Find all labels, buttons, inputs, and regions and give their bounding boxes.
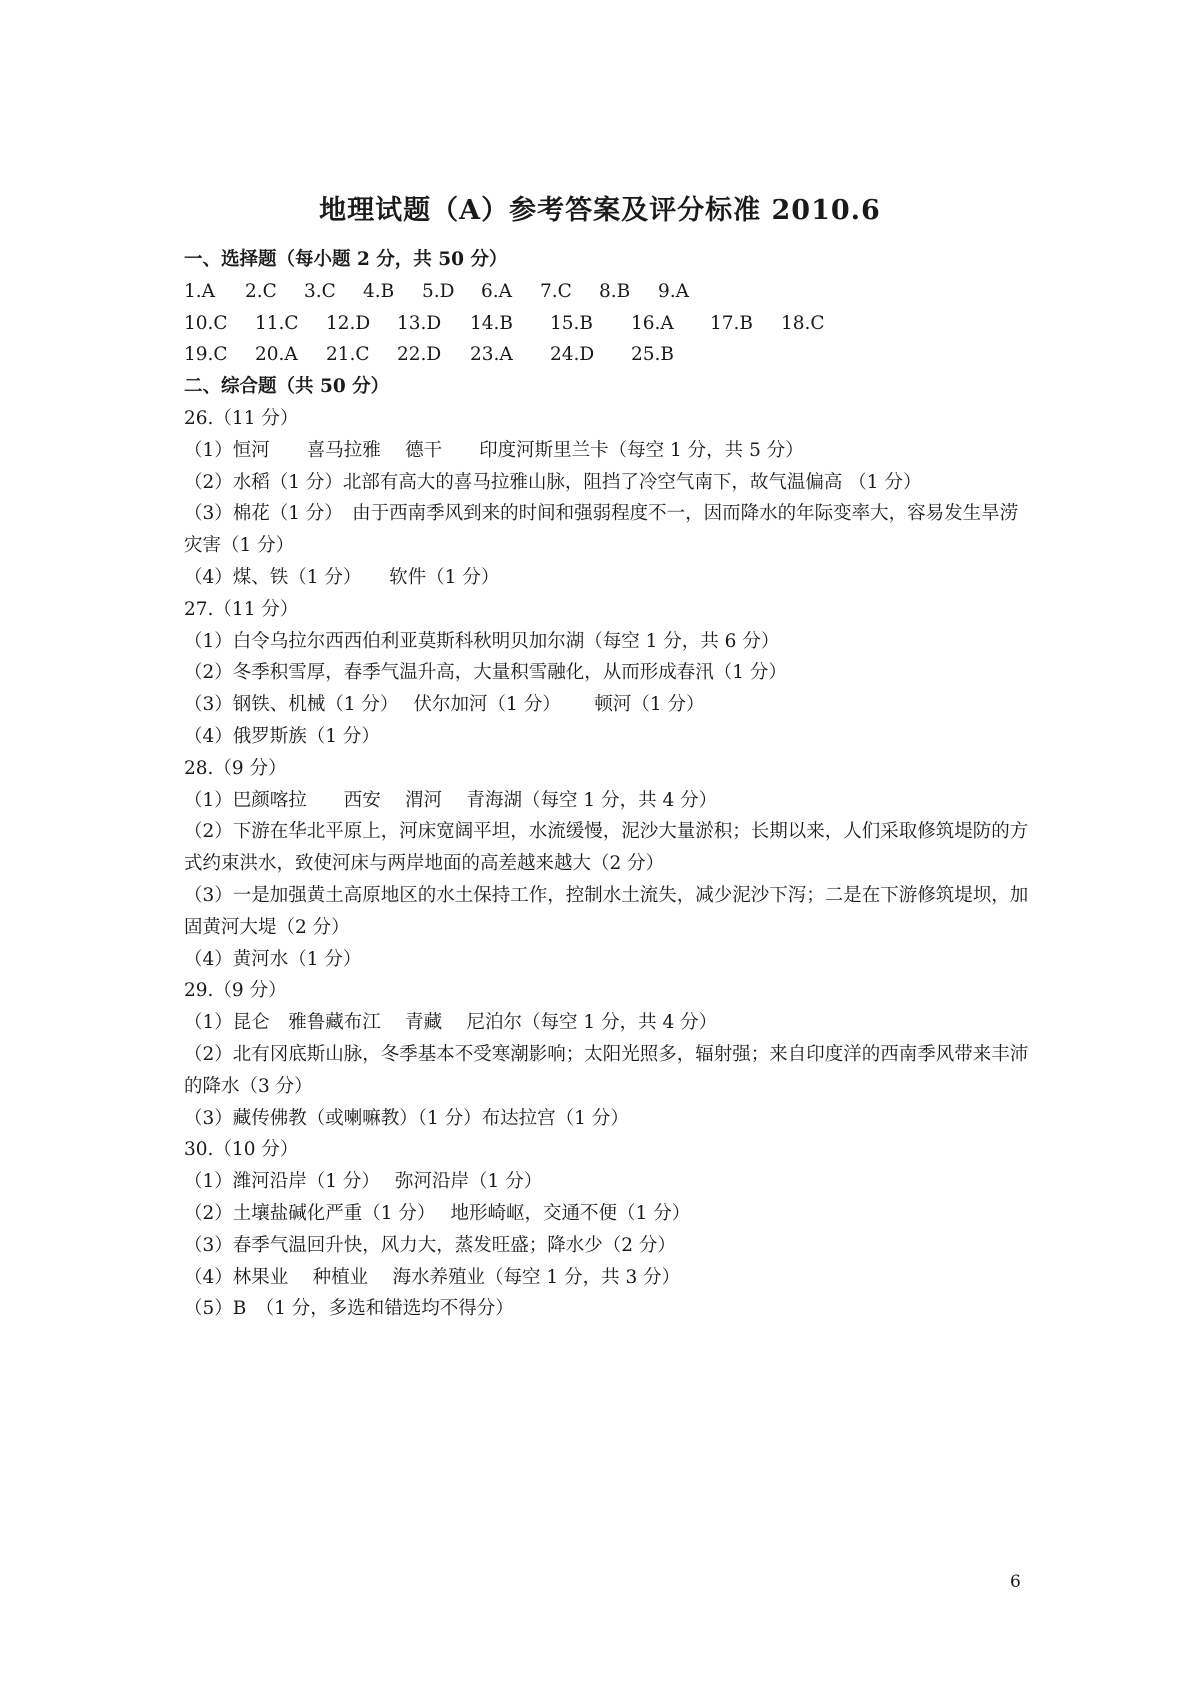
choice-answer: 24.D [550,344,595,366]
section-heading-choice: 一、选择题（每小题 2 分，共 50 分） [184,249,508,270]
answer-29-3: （3）藏传佛教（或喇嘛教）（1 分）布达拉宫（1 分） [184,1107,629,1129]
answer-26-2: （2）水稻（1 分）北部有高大的喜马拉雅山脉，阻挡了冷空气南下，故气温偏高 （1 分） [184,471,922,493]
question-27-heading: 27.（11 分） [184,598,299,620]
answer-28-4: （4）黄河水（1 分） [184,948,362,970]
page-title: 地理试题（A）参考答案及评分标准 2010.6 [319,195,881,226]
choice-answer: 11.C [255,312,299,334]
choice-answer: 19.C [184,344,228,366]
answer-30-5: （5）B （1 分，多选和错选均不得分） [184,1298,514,1320]
choice-answer: 5.D [422,280,455,302]
choice-answer: 17.B [710,312,754,334]
choice-answer: 7.C [540,280,572,302]
choice-answers-row-2 [184,308,1034,340]
choice-answers-row-1 [184,276,1034,308]
answer-26-3: （3）棉花（1 分） 由于西南季风到来的时间和强弱程度不一，因而降水的年际变率大，容易发生旱涝灾害（1 分） [184,503,1019,557]
answer-29-1: （1）昆仑 雅鲁藏布江 青藏 尼泊尔（每空 1 分，共 4 分） [184,1012,718,1034]
question-28-heading: 28.（9 分） [184,757,287,779]
answer-27-3: （3）钢铁、机械（1 分） 伏尔加河（1 分） 顿河（1 分） [184,694,705,716]
choice-answer: 6.A [481,280,513,302]
choice-answer: 12.D [326,312,371,334]
answer-content [184,244,1034,1325]
choice-answer: 13.D [397,312,442,334]
answer-30-3: （3）春季气温回升快，风力大，蒸发旺盛；降水少（2 分） [184,1234,676,1256]
answer-27-4: （4）俄罗斯族（1 分） [184,725,380,747]
choice-answer: 4.B [363,280,395,302]
choice-answer: 22.D [397,344,442,366]
choice-answer: 18.C [781,312,825,334]
choice-answer: 2.C [245,280,277,302]
answer-26-4: （4）煤、铁（1 分） 软件（1 分） [184,566,500,588]
question-26-heading: 26.（11 分） [184,407,299,429]
answer-30-1: （1）潍河沿岸（1 分） 弥河沿岸（1 分） [184,1171,543,1193]
answer-29-2: （2）北有冈底斯山脉，冬季基本不受寒潮影响；太阳光照多，辐射强；来自印度洋的西南季风带来丰沛的降水（3 分） [184,1043,1029,1097]
choice-answer: 10.C [184,312,228,334]
answer-30-4: （4）林果业 种植业 海水养殖业（每空 1 分，共 3 分） [184,1266,681,1288]
choice-answer: 20.A [255,344,298,366]
answer-26-1: （1）恒河 喜马拉雅 德干 印度河斯里兰卡（每空 1 分，共 5 分） [184,439,804,461]
answer-30-2: （2）土壤盐碱化严重（1 分） 地形崎岖，交通不便（1 分） [184,1202,691,1224]
choice-answer: 23.A [470,344,513,366]
section-heading-comprehensive: 二、综合题（共 50 分） [184,376,390,398]
question-29-heading: 29.（9 分） [184,980,287,1002]
page-number: 6 [1010,1572,1021,1592]
question-30-heading: 30.（10 分） [184,1139,299,1161]
answer-27-2: （2）冬季积雪厚，春季气温升高，大量积雪融化，从而形成春汛（1 分） [184,662,787,684]
choice-answer: 14.B [470,312,514,334]
choice-answer: 25.B [631,344,675,366]
choice-answer: 3.C [304,280,336,302]
choice-answer: 16.A [631,312,674,334]
choice-answers-row-3 [184,339,1034,371]
answer-28-1: （1）巴颜喀拉 西安 渭河 青海湖（每空 1 分，共 4 分） [184,789,718,811]
answer-27-1: （1）白令乌拉尔西西伯利亚莫斯科秋明贝加尔湖（每空 1 分，共 6 分） [184,630,780,652]
choice-answer: 1.A [184,280,216,302]
answer-28-2: （2）下游在华北平原上，河床宽阔平坦，水流缓慢，泥沙大量淤积；长期以来，人们采取修筑堤防的方式约束洪水，致使河床与两岸地面的高差越来越大（2 分） [184,821,1029,875]
choice-answer: 15.B [550,312,594,334]
choice-answer: 8.B [599,280,631,302]
choice-answer: 9.A [658,280,690,302]
answer-28-3: （3）一是加强黄土高原地区的水土保持工作，控制水土流失，减少泥沙下泻；二是在下游修筑堤坝，加固黄河大堤（2 分） [184,884,1029,938]
choice-answer: 21.C [326,344,370,366]
